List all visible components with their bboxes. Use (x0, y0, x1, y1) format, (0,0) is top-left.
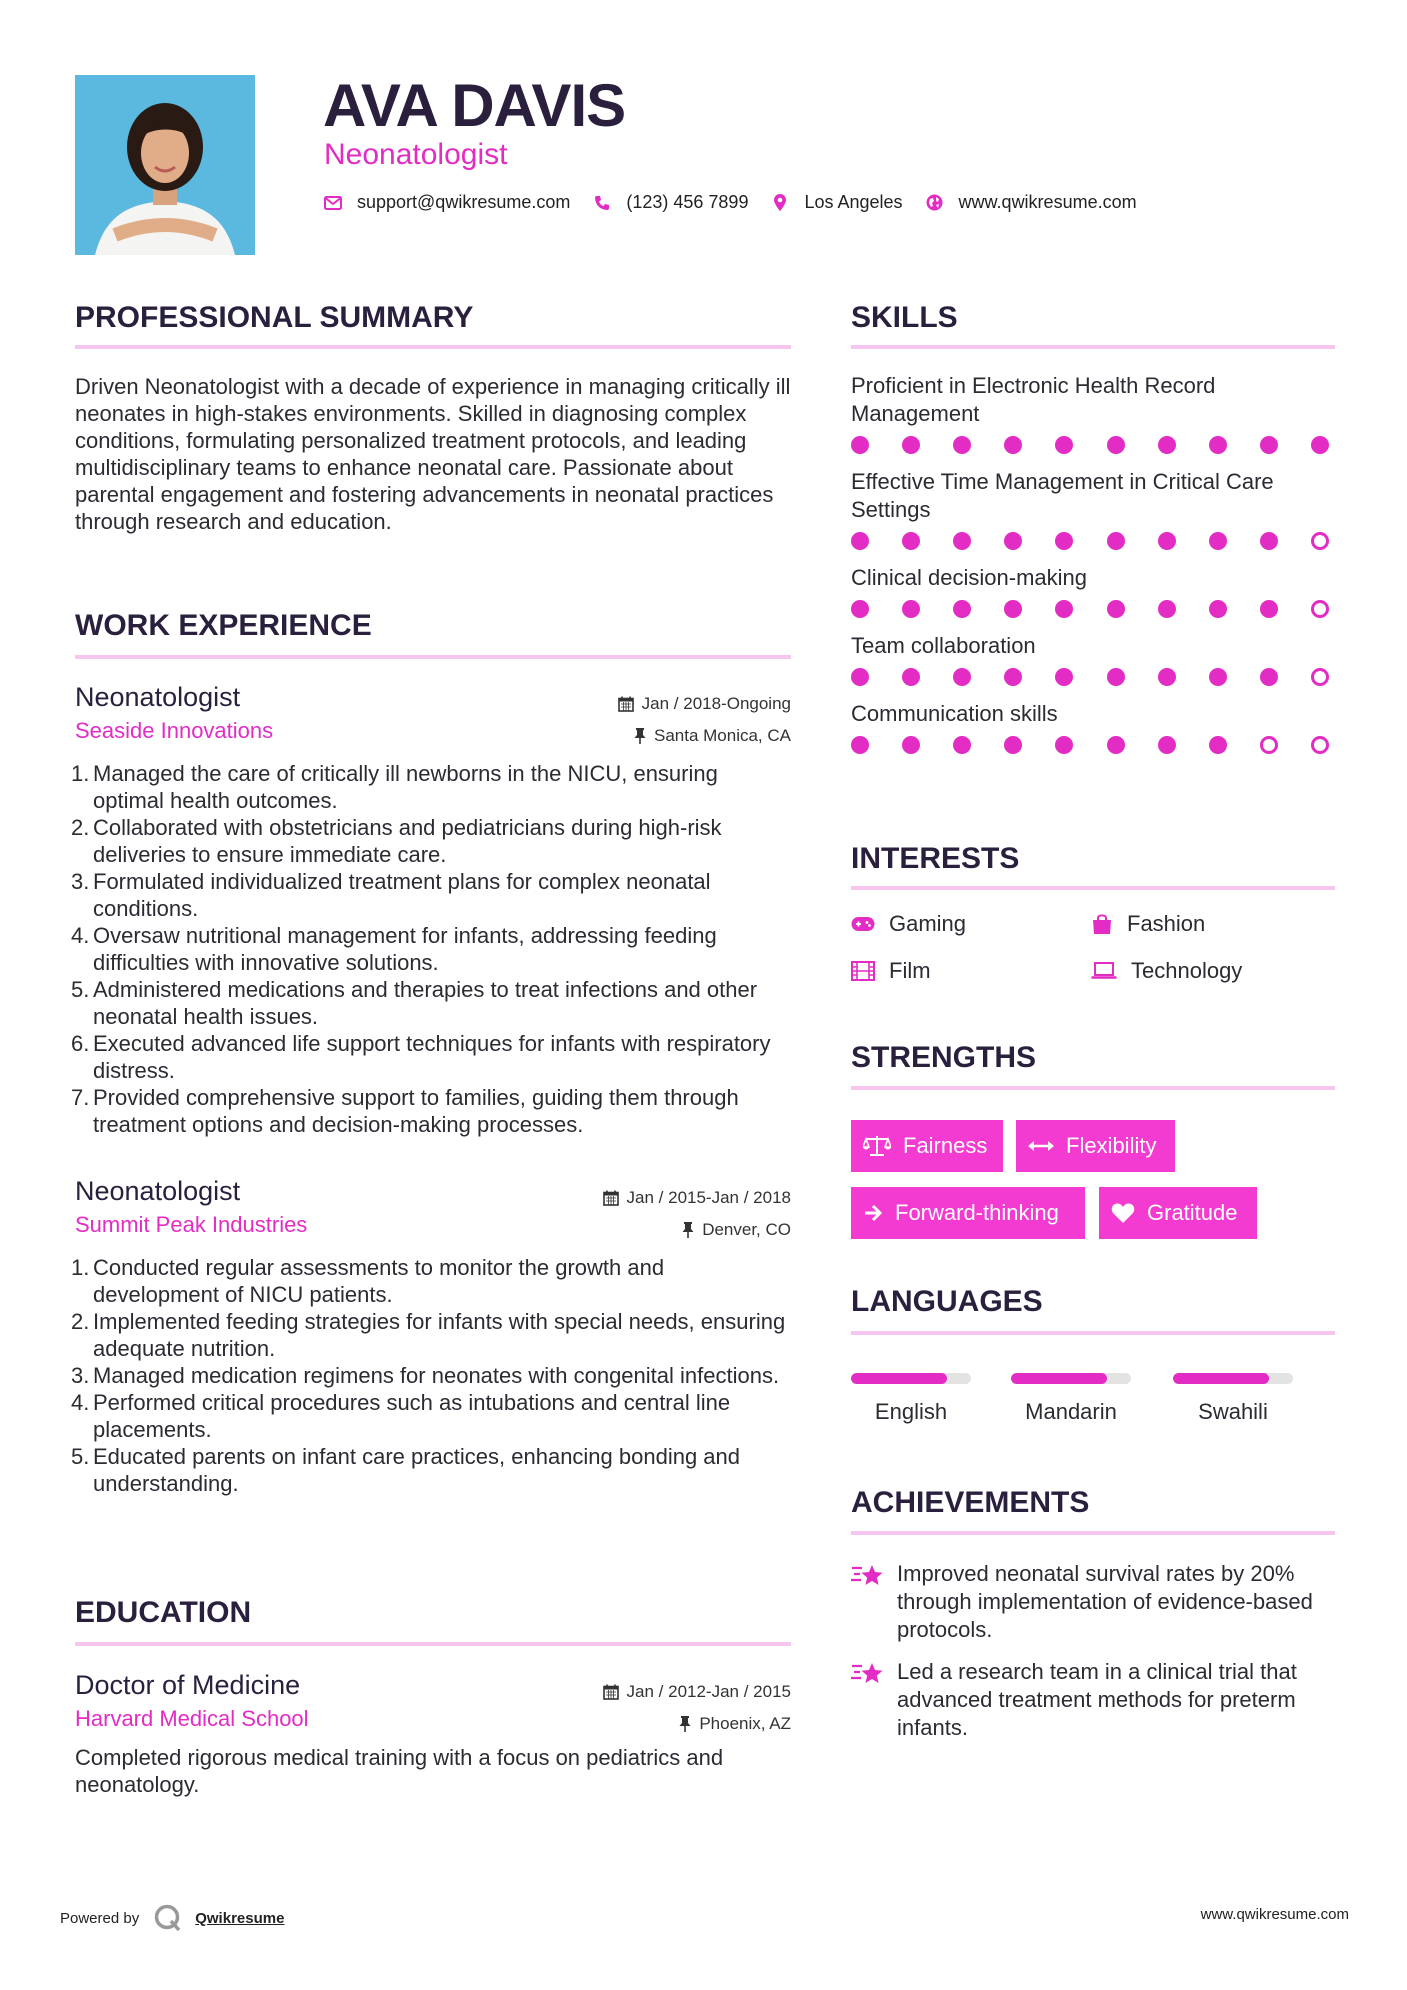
summary-rule (75, 345, 791, 349)
email-text: support@qwikresume.com (357, 192, 571, 212)
skill-rating (851, 532, 1329, 550)
education-date (603, 1682, 791, 1702)
education-subheader (75, 1704, 791, 1734)
rating-dot-filled (1209, 532, 1227, 550)
footer-website[interactable]: www.qwikresume.com (1200, 1906, 1349, 1923)
list-item: Educated parents on infant care practices, enhancing bonding and understanding. (93, 1444, 741, 1496)
rating-dot-filled (902, 532, 920, 550)
skill-name: Communication skills (851, 701, 1058, 726)
interest-label: Technology (1131, 958, 1243, 983)
balance-scale-icon (863, 1135, 891, 1157)
interests-rule (851, 886, 1335, 890)
job-subheader (75, 1210, 791, 1240)
website-text: www.qwikresume.com (958, 192, 1137, 212)
skills-list (851, 372, 1335, 754)
strength-badge (1099, 1187, 1257, 1239)
rating-dot-filled (1209, 736, 1227, 754)
list-item: Implemented feeding strategies for infants with special needs, ensuring adequate nutrition. (93, 1309, 786, 1361)
education-heading: EDUCATION (75, 1596, 252, 1629)
education-header (75, 1668, 791, 1702)
rating-dot-filled (953, 600, 971, 618)
calendar-icon (603, 1190, 619, 1206)
rating-dot-filled (1055, 436, 1073, 454)
envelope-icon (323, 193, 343, 213)
job-date (603, 1188, 791, 1208)
list-item: Conducted regular assessments to monitor the growth and development of NICU patients. (93, 1255, 665, 1307)
list-item: Collaborated with obstetricians and pediatricians during high-risk deliveries to ensure immediate care. (93, 815, 722, 867)
interest-item (1091, 958, 1242, 984)
contact-website[interactable] (925, 192, 1137, 213)
footer-branding (60, 1903, 284, 1933)
rating-dot-empty (1311, 532, 1329, 550)
list-item: Provided comprehensive support to families, guiding them through treatment options and decision-making processes. (93, 1085, 739, 1137)
job-position: Neonatologist (75, 682, 241, 712)
rating-dot-empty (1311, 736, 1329, 754)
rating-dot-filled (1158, 436, 1176, 454)
interest-label: Film (889, 958, 931, 983)
gamepad-icon (851, 916, 875, 932)
rating-dot-filled (1209, 436, 1227, 454)
list-item: Formulated individualized treatment plans for complex neonatal conditions. (93, 869, 711, 921)
skills-rule (851, 345, 1335, 349)
experience-rule (75, 655, 791, 659)
language-label: Mandarin (1025, 1399, 1117, 1424)
calendar-icon (618, 696, 634, 712)
languages-rule (851, 1331, 1335, 1335)
job-entry (75, 1174, 791, 1497)
education-location-text: Phoenix, AZ (699, 1714, 791, 1733)
achievement-item (851, 1560, 1335, 1644)
rating-dot-filled (1158, 600, 1176, 618)
job-location (634, 726, 791, 746)
rating-dot-filled (1055, 668, 1073, 686)
rating-dot-filled (1260, 436, 1278, 454)
strength-label: Gratitude (1147, 1200, 1238, 1225)
pushpin-icon (682, 1222, 694, 1238)
contact-phone[interactable] (592, 192, 748, 213)
skill-row (851, 468, 1335, 550)
interest-item (1091, 911, 1205, 937)
education-date-text: Jan / 2012-Jan / 2015 (626, 1682, 791, 1701)
rating-dot-filled (1158, 532, 1176, 550)
achievement-item (851, 1658, 1335, 1742)
profile-photo (75, 75, 255, 255)
location-text: Los Angeles (804, 192, 903, 212)
skill-rating (851, 736, 1329, 754)
skill-name: Effective Time Management in Critical Care Settings (851, 469, 1274, 522)
phone-text: (123) 456 7899 (626, 192, 749, 212)
list-item: Managed medication regimens for neonates with congenital infections. (93, 1363, 780, 1388)
contact-email[interactable] (323, 192, 570, 213)
calendar-icon (603, 1684, 619, 1700)
rating-dot-filled (1158, 736, 1176, 754)
rating-dot-filled (851, 532, 869, 550)
arrows-horizontal-icon (1028, 1139, 1054, 1153)
job-location-text: Santa Monica, CA (653, 726, 791, 745)
list-item: Performed critical procedures such as intubations and central line placements. (93, 1390, 731, 1442)
education-school: Harvard Medical School (75, 1706, 309, 1731)
job-company: Summit Peak Industries (75, 1212, 308, 1237)
contact-location (770, 192, 902, 213)
rating-dot-empty (1311, 668, 1329, 686)
rating-dot-filled (1260, 600, 1278, 618)
skill-row (851, 564, 1335, 618)
job-bullets (75, 1254, 791, 1497)
shooting-star-icon (851, 1660, 885, 1688)
rating-dot-filled (902, 436, 920, 454)
rating-dot-filled (1260, 532, 1278, 550)
language-level-bar (851, 1373, 971, 1384)
globe-icon (925, 193, 945, 213)
rating-dot-filled (953, 736, 971, 754)
rating-dot-filled (851, 600, 869, 618)
language-level-fill (1173, 1373, 1269, 1384)
achievement-text: Improved neonatal survival rates by 20% through implementation of evidence-based protocols. (897, 1561, 1313, 1642)
education-degree: Doctor of Medicine (75, 1670, 301, 1700)
rating-dot-filled (902, 600, 920, 618)
arrow-right-icon (863, 1203, 883, 1223)
skill-rating (851, 668, 1329, 686)
rating-dot-filled (1004, 736, 1022, 754)
interest-item (851, 911, 966, 937)
job-location-text: Denver, CO (702, 1220, 791, 1239)
language-level-bar (1173, 1373, 1293, 1384)
strength-badge (851, 1187, 1085, 1239)
contact-bar (323, 192, 1159, 213)
brand-link[interactable]: Qwikresume (195, 1909, 285, 1927)
summary-heading: PROFESSIONAL SUMMARY (75, 301, 474, 334)
strengths-rule (851, 1086, 1335, 1090)
interest-label: Gaming (889, 911, 967, 936)
job-date-text: Jan / 2015-Jan / 2018 (626, 1188, 791, 1207)
qwikresume-logo-icon (153, 1903, 183, 1933)
rating-dot-filled (851, 668, 869, 686)
rating-dot-filled (1107, 532, 1125, 550)
rating-dot-empty (1260, 736, 1278, 754)
strength-badge (851, 1120, 1003, 1172)
rating-dot-filled (1055, 532, 1073, 550)
strength-badge (1016, 1120, 1175, 1172)
rating-dot-filled (953, 668, 971, 686)
pushpin-icon (634, 728, 646, 744)
laptop-icon (1091, 962, 1117, 980)
rating-dot-filled (851, 736, 869, 754)
heart-icon (1111, 1202, 1135, 1224)
job-company: Seaside Innovations (75, 718, 274, 743)
achievements-rule (851, 1531, 1335, 1535)
interests-heading: INTERESTS (851, 842, 1020, 875)
rating-dot-filled (1107, 436, 1125, 454)
skill-row (851, 372, 1335, 454)
strength-label: Forward-thinking (895, 1200, 1059, 1225)
rating-dot-filled (1055, 736, 1073, 754)
experience-heading: WORK EXPERIENCE (75, 609, 372, 642)
strength-label: Fairness (903, 1133, 988, 1158)
skill-row (851, 700, 1335, 754)
rating-dot-filled (1107, 736, 1125, 754)
rating-dot-filled (1004, 436, 1022, 454)
job-bullets (75, 760, 791, 1138)
summary-text: Driven Neonatologist with a decade of experience in managing critically ill neonates in high-stakes environments. Skilled in diagnosing complex conditions, formulating personalized treatment protocols, and leading multidisciplinary teams to enhance neonatal care. Passionate about parental engagement and fostering advancements in neonatal practices through research and education. (75, 374, 791, 534)
job-entry (75, 680, 791, 1138)
rating-dot-filled (902, 736, 920, 754)
language-label: Swahili (1198, 1399, 1268, 1424)
language-item (1011, 1373, 1131, 1426)
rating-dot-filled (1107, 668, 1125, 686)
rating-dot-filled (953, 436, 971, 454)
shooting-star-icon (851, 1562, 885, 1590)
rating-dot-filled (1004, 532, 1022, 550)
job-header (75, 680, 791, 714)
language-item (851, 1373, 971, 1426)
skill-rating (851, 436, 1329, 454)
list-item: Managed the care of critically ill newborns in the NICU, ensuring optimal health outcomes. (93, 761, 718, 813)
rating-dot-filled (1004, 600, 1022, 618)
rating-dot-filled (851, 436, 869, 454)
education-rule (75, 1642, 791, 1646)
achievements-heading: ACHIEVEMENTS (851, 1486, 1090, 1519)
rating-dot-filled (1209, 600, 1227, 618)
job-date (618, 694, 791, 714)
education-entry (75, 1668, 791, 1798)
rating-dot-filled (1260, 668, 1278, 686)
rating-dot-filled (1055, 600, 1073, 618)
rating-dot-filled (1209, 668, 1227, 686)
skill-name: Clinical decision-making (851, 565, 1087, 590)
language-item (1173, 1373, 1293, 1426)
skill-name: Proficient in Electronic Health Record Management (851, 373, 1216, 426)
rating-dot-filled (953, 532, 971, 550)
language-label: English (874, 1399, 948, 1424)
list-item: Oversaw nutritional management for infants, addressing feeding difficulties with innovative solutions. (93, 923, 717, 975)
list-item: Executed advanced life support techniques for infants with respiratory distress. (93, 1031, 771, 1083)
interest-label: Fashion (1127, 911, 1206, 936)
achievement-text: Led a research team in a clinical trial that advanced treatment methods for preterm infants. (897, 1659, 1297, 1740)
education-location (679, 1714, 791, 1734)
strengths-heading: STRENGTHS (851, 1041, 1037, 1074)
map-pin-icon (770, 193, 790, 213)
interest-item (851, 958, 931, 984)
languages-heading: LANGUAGES (851, 1285, 1043, 1318)
strength-label: Flexibility (1066, 1133, 1157, 1158)
job-date-text: Jan / 2018-Ongoing (641, 694, 791, 713)
film-icon (851, 961, 875, 981)
rating-dot-empty (1311, 600, 1329, 618)
skill-row (851, 632, 1335, 686)
rating-dot-filled (1311, 436, 1329, 454)
language-level-bar (1011, 1373, 1131, 1384)
list-item: Administered medications and therapies to treat infections and other neonatal health issues. (93, 977, 758, 1029)
job-title: Neonatologist (324, 138, 508, 171)
powered-by-text: Powered by (60, 1909, 140, 1927)
rating-dot-filled (1107, 600, 1125, 618)
job-position: Neonatologist (75, 1176, 241, 1206)
language-level-fill (851, 1373, 947, 1384)
job-header (75, 1174, 791, 1208)
rating-dot-filled (1158, 668, 1176, 686)
rating-dot-filled (1004, 668, 1022, 686)
skill-rating (851, 600, 1329, 618)
candidate-name: AVA DAVIS (323, 72, 626, 139)
phone-icon (592, 193, 612, 213)
job-location (682, 1220, 791, 1240)
pushpin-icon (679, 1716, 691, 1732)
rating-dot-filled (902, 668, 920, 686)
education-description: Completed rigorous medical training with a focus on pediatrics and neonatology. (75, 1745, 724, 1797)
skills-heading: SKILLS (851, 301, 958, 334)
language-level-fill (1011, 1373, 1107, 1384)
shopping-bag-icon (1091, 913, 1113, 935)
job-subheader (75, 716, 791, 746)
skill-name: Team collaboration (851, 633, 1036, 658)
